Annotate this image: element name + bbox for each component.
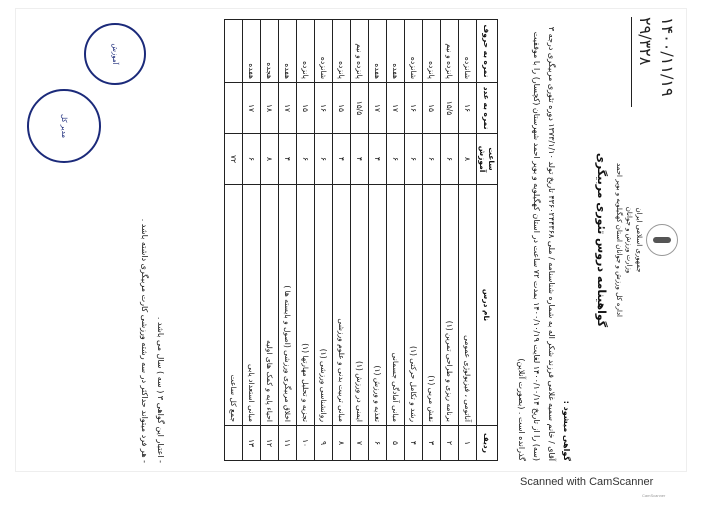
score-number-cell: ۱۵ (423, 83, 441, 134)
score-words-cell: شانزده (315, 20, 333, 83)
col-score-number: نمره به عدد (477, 83, 498, 134)
course-name-cell: احیاء پایه و کمک های اولیه (261, 185, 279, 426)
hours-cell: ۸ (459, 134, 477, 185)
course-name-cell: تجزیه و تحلیل مهارتها (۱) (297, 185, 315, 426)
certificate-body (514, 19, 574, 461)
total-label: جمع کل ساعت (225, 185, 243, 426)
row-number-cell: ۱۰ (297, 426, 315, 461)
course-name-cell: آناتومی ، فیزیولوژی عمومی (459, 185, 477, 426)
rotated-certificate (16, 9, 686, 471)
courses-table (224, 19, 498, 461)
certificate-footer (136, 17, 168, 463)
row-number-cell: ۱۱ (279, 426, 297, 461)
hours-cell: ۶ (297, 134, 315, 185)
row-number-cell: ۸ (333, 426, 351, 461)
table-row (459, 20, 477, 461)
seal-label: مدیر کل (60, 113, 68, 139)
score-number-cell: ۱۶ (315, 83, 333, 134)
row-number-cell: ۹ (315, 426, 333, 461)
hours-cell: ۶ (243, 134, 261, 185)
score-words-cell: هجده (261, 20, 279, 83)
score-number-cell: ۱۵ (333, 83, 351, 134)
score-number-cell: ۱۶ (459, 83, 477, 134)
table-row (405, 20, 423, 461)
limit-note: - هر فرد میتواند حداکثر در سه رشته ورزشی کارت مربیگری داشته باشد . (140, 218, 149, 463)
row-number-cell: ۱۳ (243, 426, 261, 461)
camscanner-sub: CamScanner (642, 493, 666, 498)
table-header-row (477, 20, 498, 461)
table-row (369, 20, 387, 461)
score-number-cell: ۱۷ (369, 83, 387, 134)
row-number-cell: ۷ (351, 426, 369, 461)
table-row (423, 20, 441, 461)
handwritten-date: ۱۴۰۰/۱۱/۱۹ (658, 17, 677, 97)
empty-cell (225, 20, 243, 83)
score-number-cell: ۱۵ (297, 83, 315, 134)
table-row (333, 20, 351, 461)
empty-cell (225, 83, 243, 134)
course-name-cell: روانشناسی ورزشی (۱) (315, 185, 333, 426)
iran-emblem-icon (646, 224, 678, 256)
letterhead-line-1: جمهوری اسلامی ایران (635, 207, 643, 273)
certify-text: آقای / خانم سمیه غلامی فرزند شکر اله به شماره شناسنامه / ملی ۴۳۶۰۲۴۴۳۶۸ تاریخ تولد ۱۳۷۳/۱/۱۰ دوره تئوری مربیگری درجه ۳ (سه) را از تاریخ ۱۴۰۰/۱۰/۱۴ لغایت ۱۴۰۰/۱۰/۱۹ بمدت ۷۲ ساعت در استان کهگیلویه و بویر احمد شهرستان (کچسار) را با موفقیت گذرانده است . (بصورت آنلاین) (517, 26, 556, 461)
handwritten-number: ۲۹/۳۲۸ (636, 17, 655, 66)
table-row (243, 20, 261, 461)
stamp-label: آموزش (111, 43, 119, 65)
row-number-cell: ۶ (369, 426, 387, 461)
course-name-cell: برنامه ریزی و طراحی تمرین (۱) (441, 185, 459, 426)
score-number-cell: ۱۵/۵ (441, 83, 459, 134)
score-words-cell: شانزده (405, 20, 423, 83)
course-name-cell: اخلاق مربیگری ورزشی (اصول و بایسته ها ) (279, 185, 297, 426)
course-name-cell: مبانی استعداد یابی (243, 185, 261, 426)
score-number-cell: ۱۷ (279, 83, 297, 134)
course-name-cell: رشد و تکامل حرکتی (۱) (405, 185, 423, 426)
table-row (297, 20, 315, 461)
table-row (261, 20, 279, 461)
score-words-cell: پانزده (333, 20, 351, 83)
courses-table-body (225, 20, 477, 461)
training-stamp (84, 23, 146, 85)
table-row (441, 20, 459, 461)
row-number-cell: ۴ (405, 426, 423, 461)
hours-cell: ۶ (441, 134, 459, 185)
course-name-cell: تغذیه و ورزش (۱) (369, 185, 387, 426)
total-hours: ۷۲ (225, 134, 243, 185)
col-row-number: ردیف (477, 426, 498, 461)
hours-cell: ۶ (315, 134, 333, 185)
hours-cell: ۴ (369, 134, 387, 185)
row-number-cell: ۲ (441, 426, 459, 461)
score-number-cell: ۱۷ (243, 83, 261, 134)
empty-cell (225, 426, 243, 461)
validity-note: - اعتبار این گواهی ۳ ( سه ) سال می باشد . (156, 316, 165, 463)
total-row (225, 20, 243, 461)
row-number-cell: ۱۲ (261, 426, 279, 461)
score-words-cell: پانزده (423, 20, 441, 83)
score-words-cell: شانزده (459, 20, 477, 83)
score-words-cell: هفده (243, 20, 261, 83)
score-words-cell: هفده (279, 20, 297, 83)
hours-cell: ۶ (423, 134, 441, 185)
row-number-cell: ۱ (459, 426, 477, 461)
score-words-cell: هفده (369, 20, 387, 83)
course-name-cell: ایمنی در ورزش (۱) (351, 185, 369, 426)
hours-cell: ۴ (279, 134, 297, 185)
score-number-cell: ۱۵/۵ (351, 83, 369, 134)
course-name-cell: نقش مربی (۱) (423, 185, 441, 426)
table-row (279, 20, 297, 461)
director-seal (27, 89, 101, 163)
score-words-cell: پانزده و نیم (351, 20, 369, 83)
score-words-cell: هفده (387, 20, 405, 83)
col-course-name: نام درس (477, 185, 498, 426)
table-row (351, 20, 369, 461)
score-number-cell: ۱۸ (261, 83, 279, 134)
score-number-cell: ۱۷ (387, 83, 405, 134)
row-number-cell: ۳ (423, 426, 441, 461)
score-words-cell: پانزده و نیم (441, 20, 459, 83)
scanned-page (15, 8, 687, 472)
certificate-title: گواهینامه دروس تئوری مربیگری (595, 152, 608, 328)
col-score-words: نمره به حروف (477, 20, 498, 83)
col-hours: ساعت آموزش (477, 134, 498, 185)
table-row (387, 20, 405, 461)
letterhead-line-3: اداره کل ورزش و جوانان استان کهگیلویه و بویر احمد (615, 162, 623, 317)
score-number-cell: ۱۶ (405, 83, 423, 134)
camscanner-watermark: Scanned with CamScanner (520, 476, 654, 488)
course-name-cell: مبانی آمادگی جسمانی (387, 185, 405, 426)
hours-cell: ۶ (387, 134, 405, 185)
hours-cell: ۸ (261, 134, 279, 185)
certify-intro: گواهی میشود : (562, 400, 571, 461)
letterhead-line-2: وزارت ورزش و جوانان (625, 206, 633, 274)
score-words-cell: پانزده (297, 20, 315, 83)
table-row (315, 20, 333, 461)
hours-cell: ۶ (405, 134, 423, 185)
row-number-cell: ۵ (387, 426, 405, 461)
hours-cell: ۴ (351, 134, 369, 185)
letterhead (614, 9, 678, 471)
course-name-cell: مبانی تربیت بدنی و علوم ورزشی (333, 185, 351, 426)
hours-cell: ۴ (333, 134, 351, 185)
